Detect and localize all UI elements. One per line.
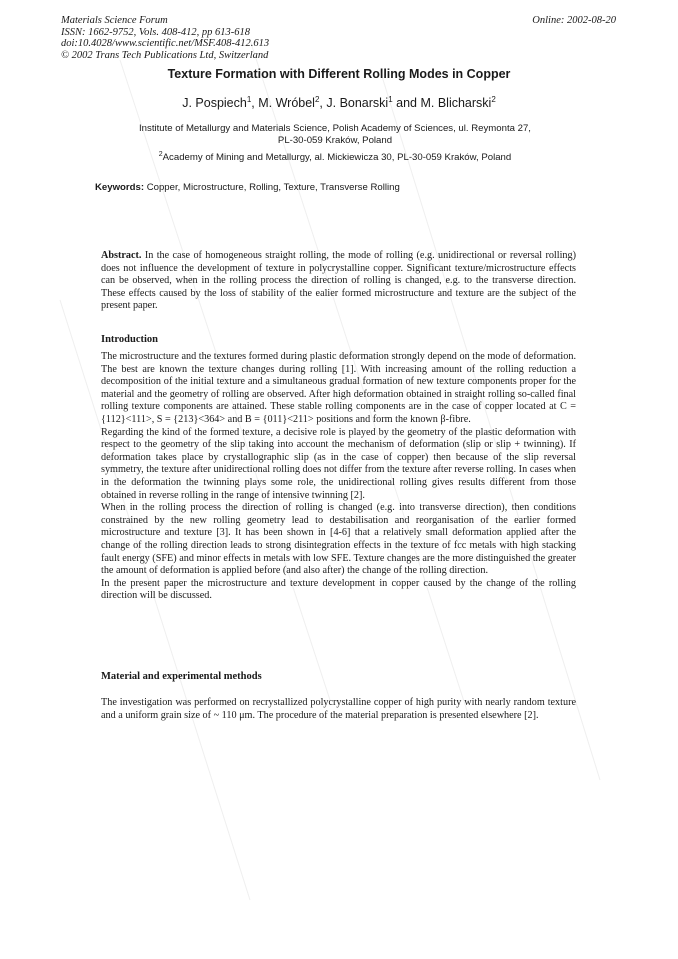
paragraph: When in the rolling process the direction of rolling is changed (e.g. into transverse direction), then conditions constrained by the new rolling geometry lead to destabilisation and reorganisation of the earlier formed microstructure and texture [3]. It has been shown in [4-6] that a relatively small deformation applied after the change of the rolling direction leads to strong disintegration effects in the texture of fcc metals with high stacking fault energy (SFE) and minor effects in metals with low SFE. Texture changes are the more distinguished the greater the amount of deformation is applied before (and also after) the change of the rolling direction. bbox=[101, 502, 576, 577]
author-name: M. Wróbel bbox=[258, 96, 315, 111]
journal-header bbox=[61, 15, 269, 61]
author-name: M. Blicharski bbox=[420, 96, 492, 111]
affiliation-1-line-2: PL-30-059 Kraków, Poland bbox=[277, 135, 393, 146]
separator: , bbox=[251, 96, 259, 111]
paragraph: The investigation was performed on recrystallized polycrystalline copper of high purity with nearly random texture and a uniform grain size of ~ 110 μm. The procedure of the material preparation is presented elsewhere [2]. bbox=[101, 697, 576, 721]
section-heading-introduction: Introduction bbox=[101, 334, 158, 345]
abstract bbox=[101, 250, 576, 313]
abstract-text: In the case of homogeneous straight rolling, the mode of rolling (e.g. unidirectional or reversal rolling) does not influence the development of texture in polycrystalline copper. Significant texture/microstructure effects can be observed, when in the rolling process the direction of rolling is changed, e.g. to the transverse direction. These effects caused by the loss of stability of the ealier formed microstructure and texture are the subject of the present paper. bbox=[101, 250, 576, 312]
abstract-label: Abstract. bbox=[101, 250, 142, 261]
author-name: J. Bonarski bbox=[326, 96, 389, 111]
methods-body bbox=[101, 697, 576, 722]
paper-title: Texture Formation with Different Rolling Modes in Copper bbox=[167, 67, 511, 81]
online-date: Online: 2002-08-20 bbox=[532, 15, 616, 26]
keywords-label: Keywords: bbox=[95, 182, 145, 193]
issn-line: ISSN: 1662-9752, Vols. 408-412, pp 613-618 bbox=[61, 26, 250, 38]
copyright-line: © 2002 Trans Tech Publications Ltd, Switzerland bbox=[61, 49, 269, 61]
separator: , bbox=[319, 96, 327, 111]
author-affiliation-mark: 1 bbox=[246, 95, 252, 104]
section-heading-methods: Material and experimental methods bbox=[101, 671, 262, 682]
author-list bbox=[0, 95, 678, 110]
affiliation-1-line-1: Institute of Metallurgy and Materials Science, Polish Academy of Sciences, ul. Reymonta 27, bbox=[139, 123, 531, 134]
paragraph: Regarding the kind of the formed texture, a decisive role is played by the geometry of the plastic deformation with respect to the geometry of the slip taking into account the mechanism of deformation (slip or slip + twinning). If deformation takes place by crystallographic slip (as in the case of copper) then because of the slip reversal symmetry, the texture after unidirectional rolling does not differ from the texture after reverse rolling. In cases when in the deformation the twinning plays some role, the unidirectional rolling gives results different from those obtained in reverse rolling in the range of intensive twinning [2]. bbox=[101, 426, 576, 501]
affiliation-2 bbox=[95, 149, 575, 164]
paragraph: The microstructure and the textures formed during plastic deformation strongly depend on the mode of deformation. The best are known the texture changes during rolling [1]. With increasing amount of the rolling reduction a decomposition of the initial texture and a simultaneous gradual formation of new texture components proper for the material and the geometry of rolling are observed. After high deformation obtained in straight rolling so-called final rolling texture components are attained. These stable rolling components are in the case of copper located at C = {112}<111>, S = {213}<364> and B = {011}<211> positions and form the known β-fibre. bbox=[101, 351, 576, 425]
keywords bbox=[95, 182, 400, 193]
author-affiliation-mark: 2 bbox=[314, 95, 320, 104]
keywords-text: Copper, Microstructure, Rolling, Texture, Transverse Rolling bbox=[144, 182, 400, 193]
paragraph: In the present paper the microstructure and texture development in copper caused by the change of the rolling direction will be discussed. bbox=[101, 577, 576, 602]
affiliation-mark: 2 bbox=[158, 151, 163, 158]
author-name: J. Pospiech bbox=[182, 96, 247, 111]
doi-link[interactable]: doi:10.4028/www.scientific.net/MSF.408-412.613 bbox=[61, 38, 270, 49]
author-affiliation-mark: 2 bbox=[491, 95, 496, 104]
affiliation-1 bbox=[95, 123, 575, 147]
author-affiliation-mark: 1 bbox=[388, 95, 393, 104]
journal-name: Materials Science Forum bbox=[61, 15, 168, 26]
affiliation-2-text: Academy of Mining and Metallurgy, al. Mickiewicza 30, PL-30-059 Kraków, Poland bbox=[162, 152, 512, 164]
separator: and bbox=[392, 96, 421, 111]
introduction-body bbox=[101, 351, 576, 603]
